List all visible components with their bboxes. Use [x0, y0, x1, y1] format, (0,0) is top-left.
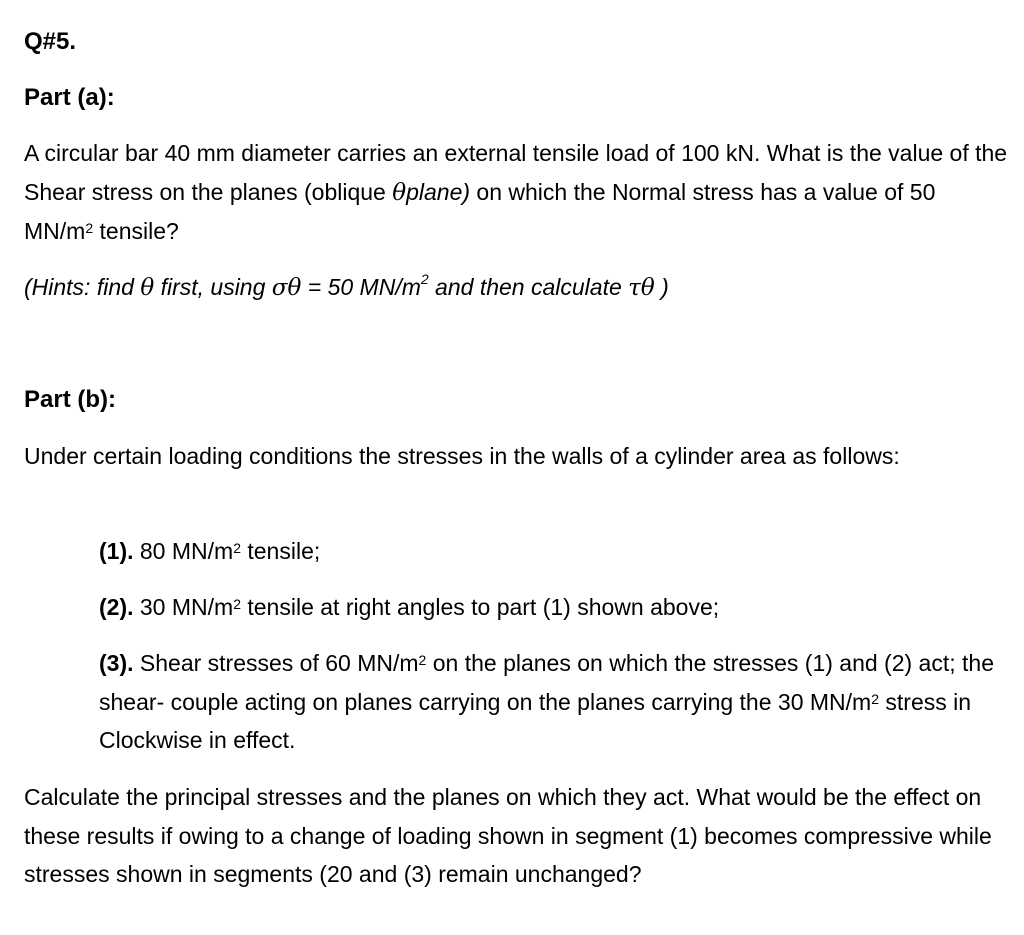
part-b-closing: Calculate the principal stresses and the planes on which they act. What would be the effect on these results if owing to a change of loading shown in segment (1) becomes compressive while stresses shown in segments (20 and (3) remain unchanged?: [24, 784, 992, 887]
plane-word: plane): [406, 178, 471, 205]
tau-theta-symbol: τθ: [628, 275, 655, 301]
part-a-question: [24, 134, 1009, 251]
exponent: 2: [233, 596, 241, 612]
exponent: 2: [85, 220, 94, 236]
part-a-text-3: tensile?: [93, 218, 179, 244]
item-number: (2).: [99, 594, 134, 620]
theta-symbol: θ: [140, 275, 155, 301]
item-text: stress in Clockwise in effect.: [99, 688, 972, 753]
theta-symbol: θ: [392, 179, 407, 206]
part-b-intro: Under certain loading conditions the stresses in the walls of a cylinder area as follows:: [24, 443, 900, 469]
exponent: 2: [871, 690, 879, 707]
question-number: Q#5.: [24, 28, 77, 55]
hint-text-4: and then calculate: [428, 274, 629, 300]
item-text: tensile at right angles to part (1) shown above;: [240, 594, 720, 620]
item-text: 80 MN/m: [133, 538, 234, 564]
hint-text-5: ): [654, 274, 669, 300]
part-a-text-1: A circular bar 40 mm diameter carries an external tensile load of 100 kN. What is the value of the Shear stress on the planes (oblique: [24, 140, 1008, 205]
exponent: 2: [233, 540, 241, 556]
part-a-hint: [24, 271, 669, 301]
hint-text-2: first, using: [154, 274, 272, 300]
hint-text-1: (Hints: find: [24, 274, 141, 300]
item-number: (1).: [99, 538, 134, 564]
part-a-text-2: on which the Normal stress has a value of 50 MN/m: [24, 178, 936, 244]
item-text: on the planes on which the stresses (1) and (2) act; the shear- couple acting on planes carrying on the planes carrying the 30 MN/m: [99, 650, 994, 715]
sigma-theta-symbol: σθ: [271, 275, 302, 301]
list-item: [99, 644, 999, 760]
item-text: tensile;: [240, 538, 321, 564]
exponent: 2: [420, 271, 429, 287]
part-b-heading: Part (b):: [24, 386, 116, 413]
item-number: (3).: [99, 650, 134, 676]
list-item: [99, 588, 999, 627]
item-text: 30 MN/m: [133, 594, 234, 620]
list-item: [99, 532, 999, 571]
item-text: Shear stresses of 60 MN/m: [133, 650, 419, 676]
part-a-heading: Part (a):: [24, 84, 115, 111]
exponent: 2: [418, 652, 427, 668]
hint-text-3: = 50 MN/m: [301, 274, 421, 300]
